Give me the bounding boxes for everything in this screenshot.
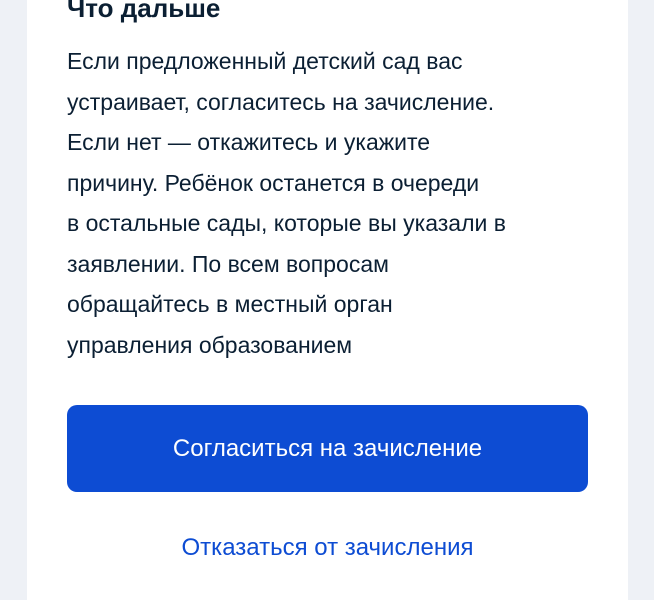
info-card	[27, 0, 628, 600]
description-line: управления образованием	[67, 331, 353, 358]
section-heading: Что дальше	[67, 0, 221, 23]
description-line: Если предложенный детский сад вас	[67, 48, 463, 74]
description-line: заявлении. По всем вопросам	[67, 250, 389, 277]
accept-enrollment-button[interactable]: Согласиться на зачисление	[67, 405, 588, 492]
description-line: в остальные сады, которые вы указали в	[67, 210, 506, 236]
description-line: Если нет — откажитесь и укажите	[67, 129, 431, 155]
description-line: обращайтесь в местный орган	[67, 291, 393, 317]
description-line: причину. Ребёнок останется в очереди	[67, 169, 480, 196]
description-line: устраивает, согласитесь на зачисление.	[67, 88, 495, 115]
section-description	[67, 41, 597, 365]
decline-enrollment-button[interactable]: Отказаться от зачисления	[67, 526, 588, 570]
